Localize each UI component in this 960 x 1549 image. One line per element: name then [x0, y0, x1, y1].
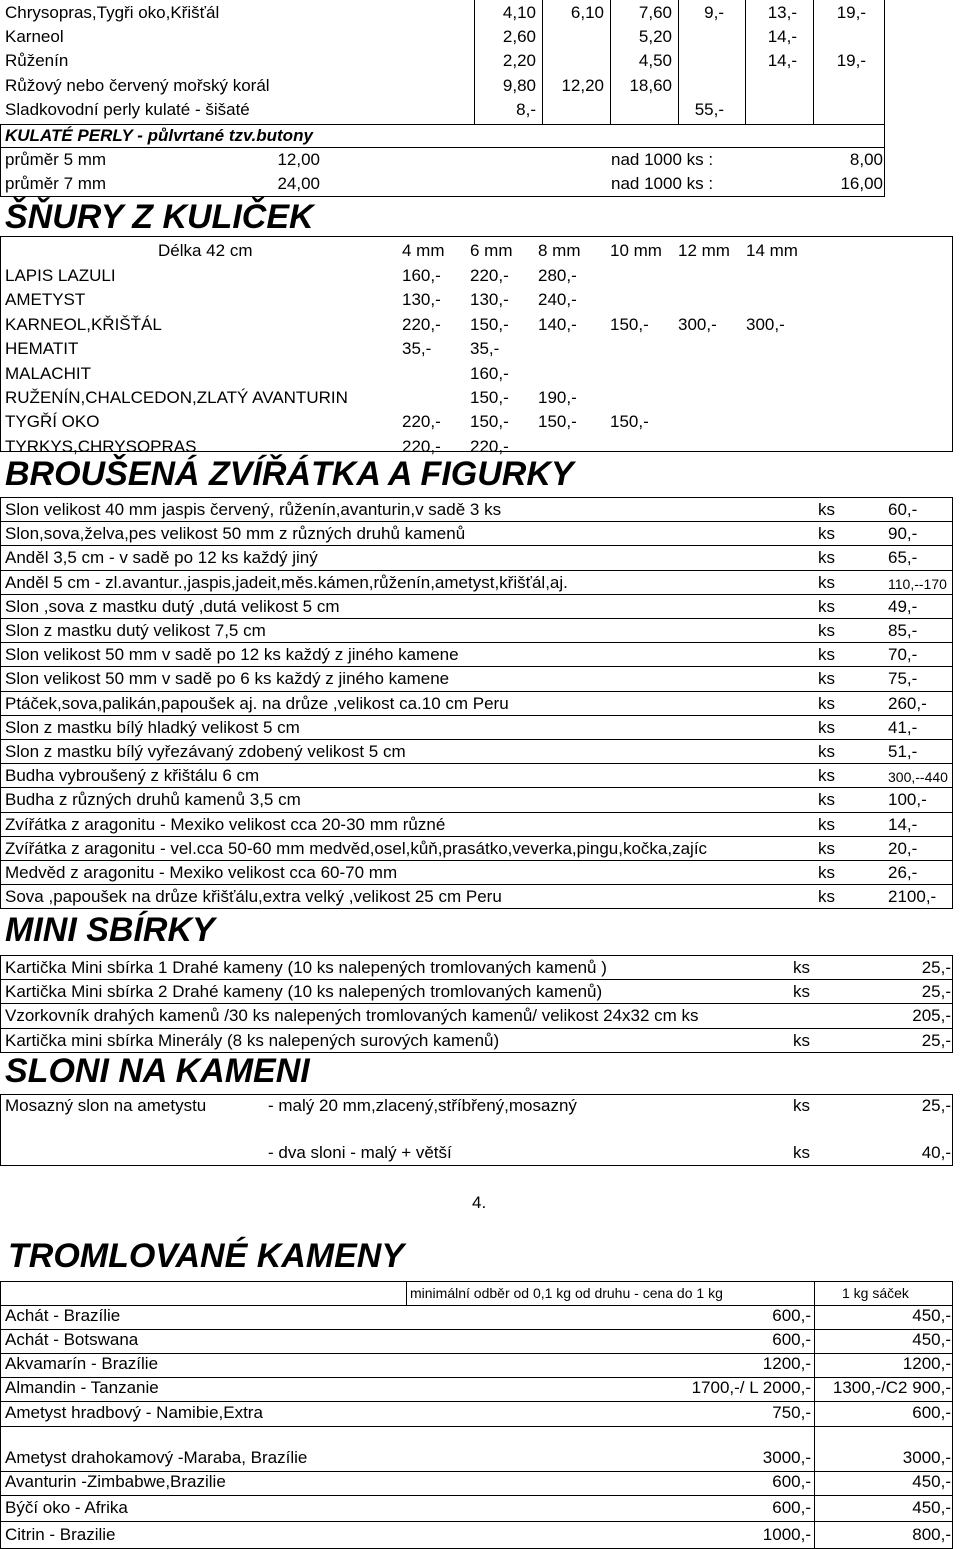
mini-description: Kartička mini sbírka Minerály (8 ks nalepených surových kamenů) [5, 1030, 500, 1050]
row-divider [0, 666, 953, 667]
page-number: 4. [472, 1193, 487, 1212]
strand-stone-name: TYRKYS,CHRYSOPRAS [5, 436, 197, 456]
elephant-variant: - malý 20 mm,zlacený,stříbřený,mosazný [268, 1096, 577, 1115]
strand-price: 300,- [678, 314, 717, 334]
unit: ks [818, 742, 835, 761]
row-divider [0, 860, 953, 861]
tumbled-col-min-order: minimální odběr od 0,1 kg od druhu - cena do 1 kg [410, 1285, 723, 1301]
price-cell: 18,60 [629, 75, 672, 95]
unit: ks [818, 548, 835, 568]
tumbled-stone-name: Ametyst drahokamový -Maraba, Brazílie [5, 1448, 308, 1467]
gemstone-name: Růženín [5, 51, 69, 71]
gemstone-name: Růžový nebo červený mořský korál [5, 75, 270, 95]
elephant-variant: - dva sloni - malý + větší [268, 1143, 452, 1162]
price-per-kg: 1200,- [762, 1354, 811, 1373]
price-cell: 9,- [704, 3, 724, 22]
figure-price: 75,- [888, 669, 918, 689]
mini-description: Kartička Mini sbírka 1 Drahé kameny (10 ks nalepených tromlovaných kamenů ) [5, 958, 607, 977]
elephant-price: 25,- [921, 1096, 951, 1115]
price-cell: 55,- [694, 99, 724, 119]
figure-description: Slon,sova,želva,pes velikost 50 mm z různých druhů kamenů [5, 524, 466, 544]
figure-description: Ptáček,sova,palikán,papoušek aj. na drůze ,velikost ca.10 cm Peru [5, 693, 509, 713]
figure-price: 26,- [888, 863, 918, 882]
row-divider [0, 1028, 953, 1029]
figure-description: Anděl 5 cm - zl.avantur.,jaspis,jadeit,měs.kámen,růženín,ametyst,křišťál,aj. [5, 572, 568, 592]
price-cell: 8,- [516, 99, 536, 119]
strand-price: 160,- [402, 266, 441, 285]
strand-price: 240,- [538, 290, 577, 310]
bulk-price: 16,00 [840, 174, 883, 193]
row-divider [0, 763, 953, 764]
price-cell: 2,20 [502, 51, 536, 71]
strand-stone-name: AMETYST [5, 290, 86, 310]
row-divider [0, 787, 953, 788]
strand-price: 150,- [610, 412, 649, 432]
strand-stone-name: KARNEOL,KŘIŠŤÁL [5, 314, 162, 334]
strand-price: 150,- [610, 314, 649, 334]
strand-price: 150,- [470, 314, 509, 334]
price-1kg-bag: 800,- [912, 1525, 951, 1544]
figure-description: Medvěd z aragonitu - Mexiko velikost cca 60-70 mm [5, 863, 398, 882]
unit: ks [818, 887, 835, 907]
pearl-buttons-heading: KULATÉ PERLY - půlvrtané tzv.butony [5, 126, 313, 145]
bulk-label: nad 1000 ks : [611, 174, 714, 193]
tumbled-stone-name: Almandin - Tanzanie [5, 1378, 159, 1397]
price-per-kg: 600,- [772, 1330, 811, 1349]
strand-price: 220,- [470, 436, 509, 456]
tumbled-stone-name: Býčí oko - Afrika [5, 1498, 128, 1517]
row-divider [0, 521, 953, 522]
price-per-kg: 600,- [772, 1472, 811, 1491]
figure-price: 49,- [888, 596, 918, 616]
price-cell: 5,20 [638, 27, 672, 47]
row-divider [0, 836, 953, 837]
row-divider [0, 1426, 953, 1427]
row-divider [0, 1521, 953, 1522]
row-divider [0, 739, 953, 740]
price-cell: 4,50 [638, 51, 672, 71]
row-divider [0, 1401, 953, 1402]
price-cell: 2,60 [502, 27, 536, 47]
mini-price: 25,- [921, 982, 951, 1002]
price-cell: 6,10 [570, 3, 604, 22]
pearl-diameter: průměr 7 mm [5, 174, 107, 193]
strand-price: 160,- [470, 363, 509, 383]
unit: ks [818, 717, 835, 737]
strand-size-header: 4 mm [402, 241, 445, 260]
mini-price: 205,- [912, 1006, 951, 1026]
row-divider [0, 594, 953, 595]
mini-price: 25,- [921, 958, 951, 977]
row-divider [0, 908, 953, 909]
strand-price: 35,- [402, 339, 432, 359]
unit: ks [793, 1030, 810, 1050]
figure-price: 14,- [888, 814, 918, 834]
price-cell: 4,10 [502, 3, 536, 22]
unit: ks [818, 766, 835, 786]
price-per-kg: 600,- [772, 1498, 811, 1517]
price-cell: 14,- [767, 27, 797, 47]
unit: ks [818, 669, 835, 689]
price-per-kg: 600,- [772, 1306, 811, 1325]
unit: ks [818, 572, 835, 592]
pearl-price: 24,00 [277, 174, 320, 193]
strand-price: 130,- [470, 290, 509, 310]
strand-price: 150,- [470, 412, 509, 432]
unit: ks [793, 1143, 810, 1162]
tumbled-stone-name: Ametyst hradbový - Namibie,Extra [5, 1403, 263, 1422]
table-border [0, 497, 1, 908]
price-cell: 19,- [836, 3, 866, 22]
unit: ks [818, 596, 835, 616]
figure-description: Slon velikost 40 mm jaspis červený, růženín,avanturin,v sadě 3 ks [5, 500, 502, 519]
figure-price: 300,--440 [888, 769, 948, 786]
table-border [0, 955, 1, 1052]
strand-price: 150,- [470, 388, 509, 407]
row-divider [0, 1003, 953, 1004]
unit: ks [793, 958, 810, 977]
unit: ks [793, 982, 810, 1002]
price-cell: 12,20 [561, 75, 604, 95]
bulk-price: 8,00 [849, 150, 883, 169]
unit: ks [818, 814, 835, 834]
price-1kg-bag: 450,- [912, 1330, 951, 1349]
unit: ks [818, 863, 835, 882]
strand-size-header: 12 mm [678, 241, 730, 260]
figure-price: 2100,- [888, 887, 937, 907]
strand-stone-name: MALACHIT [5, 363, 91, 383]
tumbled-col-1kg-bag: 1 kg sáček [842, 1285, 909, 1301]
price-cell: 19,- [836, 51, 866, 71]
figure-description: Slon z mastku bílý vyřezávaný zdobený velikost 5 cm [5, 742, 406, 761]
strand-price: 130,- [402, 290, 441, 310]
figures-title: BROUŠENÁ ZVÍŘÁTKA A FIGURKY [5, 455, 574, 493]
figure-price: 65,- [888, 548, 918, 568]
row-divider [0, 979, 953, 980]
figure-price: 90,- [888, 524, 918, 544]
mini-description: Kartička Mini sbírka 2 Drahé kameny (10 ks nalepených tromlovaných kamenů) [5, 982, 603, 1002]
unit: ks [793, 1096, 810, 1115]
tumbled-stone-name: Achát - Brazílie [5, 1306, 121, 1325]
strand-stone-name: LAPIS LAZULI [5, 266, 116, 285]
tumbled-stone-name: Avanturin -Zimbabwe,Brazilie [5, 1472, 226, 1491]
unit: ks [818, 621, 835, 640]
strand-price: 220,- [402, 412, 441, 432]
strand-price: 35,- [470, 339, 500, 359]
figure-description: Zvířátka z aragonitu - Mexiko velikost cca 20-30 mm různé [5, 814, 446, 834]
unit: ks [818, 790, 835, 810]
gemstone-name: Chrysopras,Tygři oko,Křišťál [5, 3, 220, 22]
strand-size-header: 8 mm [538, 241, 581, 260]
figure-price: 20,- [888, 838, 918, 858]
price-1kg-bag: 450,- [912, 1472, 951, 1491]
price-1kg-bag: 3000,- [902, 1448, 951, 1467]
strand-price: 300,- [746, 314, 785, 334]
strand-length-label: Délka 42 cm [158, 241, 253, 260]
figure-price: 85,- [888, 621, 918, 640]
figure-price: 70,- [888, 645, 918, 665]
price-cell: 13,- [767, 3, 797, 22]
tumbled-title: TROMLOVANÉ KAMENY [8, 1237, 405, 1275]
bulk-label: nad 1000 ks : [611, 150, 714, 169]
pearl-diameter: průměr 5 mm [5, 150, 107, 169]
row-divider [0, 691, 953, 692]
strand-price: 190,- [538, 388, 577, 407]
elephant-price: 40,- [921, 1143, 951, 1162]
mini-description: Vzorkovník drahých kamenů /30 ks nalepených tromlovaných kamenů/ velikost 24x32 cm ks [5, 1006, 699, 1026]
row-divider [0, 884, 953, 885]
row-divider [0, 497, 953, 498]
row-divider [0, 715, 953, 716]
strand-size-header: 14 mm [746, 241, 798, 260]
price-per-kg: 750,- [772, 1403, 811, 1422]
mini-price: 25,- [921, 1030, 951, 1050]
price-1kg-bag: 450,- [912, 1306, 951, 1325]
row-divider [0, 812, 953, 813]
tumbled-stone-name: Citrin - Brazilie [5, 1525, 116, 1544]
figure-description: Anděl 3,5 cm - v sadě po 12 ks každý jiný [5, 548, 318, 568]
strand-price: 140,- [538, 314, 577, 334]
gemstone-name: Karneol [5, 27, 64, 47]
figure-price: 110,--170 [888, 575, 947, 592]
figure-price: 51,- [888, 742, 918, 761]
price-1kg-bag: 1200,- [902, 1354, 951, 1373]
figure-price: 100,- [888, 790, 927, 810]
price-per-kg: 1000,- [762, 1525, 811, 1544]
unit: ks [818, 524, 835, 544]
elephants-title: SLONI NA KAMENI [5, 1052, 310, 1090]
table-border [952, 497, 953, 908]
strand-size-header: 10 mm [610, 241, 662, 260]
price-1kg-bag: 1300,-/C2 900,- [832, 1378, 951, 1397]
strand-stone-name: HEMATIT [5, 339, 79, 359]
tumbled-stone-name: Achát - Botswana [5, 1330, 139, 1349]
row-divider [0, 642, 953, 643]
strand-price: 220,- [470, 266, 509, 285]
price-cell: 9,80 [502, 75, 536, 95]
unit: ks [818, 500, 835, 519]
figure-description: Zvířátka z aragonitu - vel.cca 50-60 mm medvěd,osel,kůň,prasátko,veverka,pingu,kočka,zajíc [5, 838, 708, 858]
strand-stone-name: TYGŘÍ OKO [5, 412, 100, 432]
figure-description: Budha z různých druhů kamenů 3,5 cm [5, 790, 301, 810]
unit: ks [818, 645, 835, 665]
row-divider [0, 618, 953, 619]
strand-price: 220,- [402, 436, 441, 456]
elephant-name: Mosazný slon na ametystu [5, 1096, 207, 1115]
figure-description: Budha vybroušený z křištálu 6 cm [5, 766, 260, 786]
pearl-price: 12,00 [277, 150, 320, 169]
row-divider [0, 955, 953, 956]
row-divider [0, 1495, 953, 1496]
figure-description: Slon velikost 50 mm v sadě po 6 ks každý z jiného kamene [5, 669, 450, 689]
unit: ks [818, 838, 835, 858]
price-per-kg: 3000,- [762, 1448, 811, 1467]
row-divider [0, 570, 953, 571]
price-1kg-bag: 450,- [912, 1498, 951, 1517]
strand-stone-name: RUŽENÍN,CHALCEDON,ZLATÝ AVANTURIN [5, 388, 348, 407]
figure-description: Slon z mastku bílý hladký velikost 5 cm [5, 717, 300, 737]
strand-price: 220,- [402, 314, 441, 334]
strand-price: 280,- [538, 266, 577, 285]
figure-price: 260,- [888, 693, 927, 713]
price-1kg-bag: 600,- [912, 1403, 951, 1422]
figure-description: Slon ,sova z mastku dutý ,dutá velikost 5 cm [5, 596, 340, 616]
figure-price: 41,- [888, 717, 918, 737]
tumbled-stone-name: Akvamarín - Brazílie [5, 1354, 159, 1373]
row-divider [0, 545, 953, 546]
gemstone-name: Sladkovodní perly kulaté - šišaté [5, 99, 250, 119]
unit: ks [818, 693, 835, 713]
price-cell: 14,- [767, 51, 797, 71]
strand-price: 150,- [538, 412, 577, 432]
figure-price: 60,- [888, 500, 918, 519]
strand-size-header: 6 mm [470, 241, 513, 260]
figure-description: Slon z mastku dutý velikost 7,5 cm [5, 621, 266, 640]
price-per-kg: 1700,-/ L 2000,- [691, 1378, 811, 1397]
mini-title: MINI SBÍRKY [5, 911, 215, 949]
figure-description: Sova ,papoušek na drůze křišťálu,extra velký ,velikost 25 cm Peru [5, 887, 502, 907]
table-border [952, 955, 953, 1052]
strands-title: ŠŇURY Z KULIČEK [5, 198, 314, 236]
figure-description: Slon velikost 50 mm v sadě po 12 ks každý z jiného kamene [5, 645, 459, 665]
price-cell: 7,60 [638, 3, 672, 22]
